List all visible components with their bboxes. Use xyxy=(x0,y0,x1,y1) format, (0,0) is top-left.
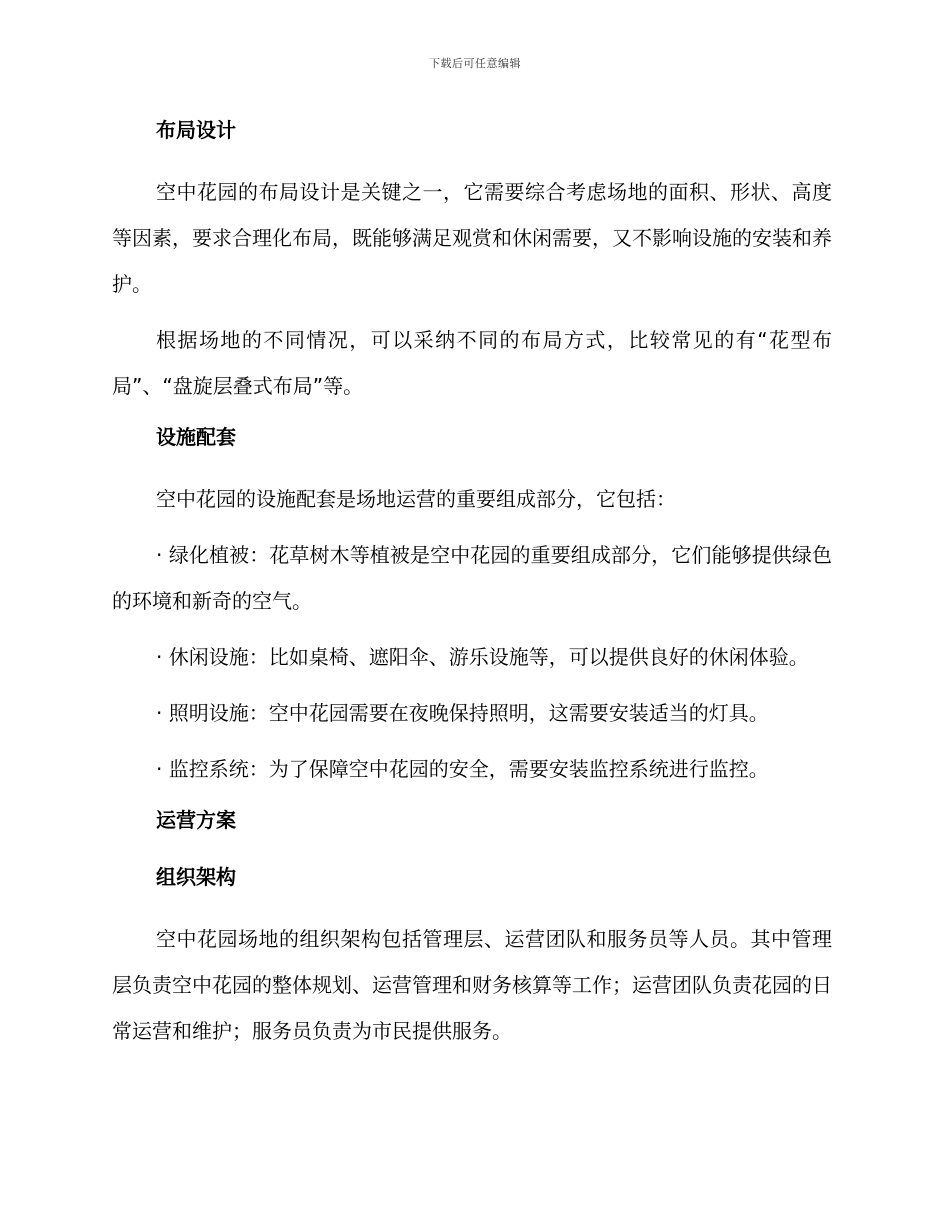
paragraph-facilities-intro: 空中花园的设施配套是场地运营的重要组成部分，它包括： xyxy=(156,487,676,511)
section-heading-facilities: 设施配套 xyxy=(156,425,236,449)
list-item-monitoring: · 监控系统：为了保障空中花园的安全，需要安装监控系统进行监控。 xyxy=(156,757,769,781)
section-heading-organization: 组织架构 xyxy=(156,865,236,889)
paragraph-layout-styles: 根据场地的不同情况，可以采纳不同的布局方式，比较常见的有“花型布局”、“盘旋层叠式布局”等。 xyxy=(112,328,832,398)
section-heading-layout-design: 布局设计 xyxy=(156,118,236,142)
document-body xyxy=(112,112,832,1064)
paragraph-organization: 空中花园场地的组织架构包括管理层、运营团队和服务员等人员。其中管理层负责空中花园的整体规划、运营管理和财务核算等工作；运营团队负责花园的日常运营和维护；服务员负责为市民提供服务。 xyxy=(112,927,832,1043)
paragraph-layout-overview: 空中花园的布局设计是关键之一，它需要综合考虑场地的面积、形状、高度等因素，要求合理化布局，既能够满足观赏和休闲需要，又不影响设施的安装和养护。 xyxy=(112,180,832,296)
page-header: 下载后可任意编辑 xyxy=(429,57,521,70)
list-item-greenery: · 绿化植被：花草树木等植被是空中花园的重要组成部分，它们能够提供绿色的环境和新奇的空气。 xyxy=(112,543,832,613)
section-heading-operations: 运营方案 xyxy=(156,808,236,832)
list-item-lighting: · 照明设施：空中花园需要在夜晚保持照明，这需要安装适当的灯具。 xyxy=(156,701,769,725)
list-item-leisure: · 休闲设施：比如桌椅、遮阳伞、游乐设施等，可以提供良好的休闲体验。 xyxy=(156,645,809,669)
